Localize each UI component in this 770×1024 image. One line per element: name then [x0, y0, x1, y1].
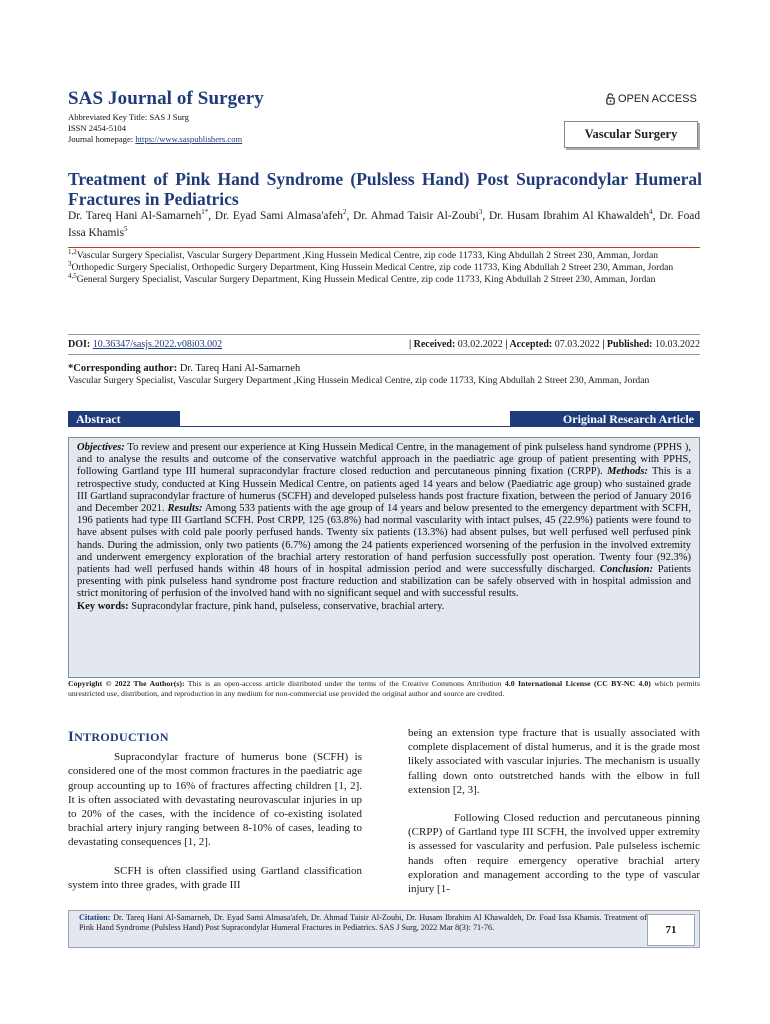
homepage-label: Journal homepage: [68, 134, 136, 144]
published-date: 10.03.2022 [655, 339, 700, 350]
paragraph: Following Closed reduction and percutaneous pinning (CRPP) of Gartland type III SCFH, the involved upper extremity is assessed for vascularity and perfusion. Pale pulseless ischemic hands often require emergency operative brachial artery exploration and management according to the type of vascular injury [1- [408, 812, 700, 896]
abstract-label: Abstract [68, 411, 180, 427]
abstract-bar [68, 411, 700, 427]
affiliation-sup: 3 [68, 259, 72, 268]
heading-rest: NTRODUCTION [74, 730, 169, 744]
body-column-left [68, 730, 362, 892]
citation-label: Citation: [79, 913, 111, 922]
affiliation-text: General Surgery Specialist, Vascular Surgery Department, King Hussein Medical Centre, zip code 11733, King Abdullah 2 Street 230, Amman, Jordan [76, 273, 656, 285]
copyright-label: Copyright © 2022 The Author(s): [68, 679, 185, 688]
paragraph: Supracondylar fracture of humerus bone (SCFH) is considered one of the most common fractures in the paediatric age group accounting up to 16% of fractures affecting children [1, 2]. It is often associated with devastating neurovascular injuries in up to 20% of the cases, with the incidence of co-existing isolated brachial artery injury ranging between 8-10% of cases, leading to devastating consequences [1, 2]. [68, 751, 362, 849]
citation-text [79, 913, 647, 933]
doi-link[interactable]: 10.36347/sasjs.2022.v08i03.002 [92, 339, 223, 350]
article-title: Treatment of Pink Hand Syndrome (Pulsless Hand) Post Supracondylar Humeral Fractures in Pediatrics [68, 169, 702, 209]
accepted-date: 07.03.2022 [554, 339, 600, 350]
affiliations [68, 247, 700, 285]
citation-body: Dr. Tareq Hani Al-Samarneh, Dr. Eyad Sami Almasa'afeh, Dr. Ahmad Taisir Al-Zoubi, Dr. Husam Ibrahim Al Khawaldeh, Dr. Foad Issa Khamis. Treatment of Pink Hand Syndrome (Pulsless Hand) Post Supracondylar Humeral Fractures in Pediatrics. SAS J Surg, 2022 Mar 8(3): 71-76. [79, 913, 647, 933]
journal-homepage [68, 134, 242, 145]
page-number: 71 [647, 914, 695, 946]
published-label: | Published: [599, 339, 655, 350]
doi [68, 339, 222, 350]
copyright-notice [68, 679, 700, 699]
author-list: Dr. Tareq Hani Al-Samarneh$^{1*}$, Dr. Eyad Sami Almasa'afeh$^2$, Dr. Ahmad Taisir Al-Zoubi$^3$, Dr. Husam Ibrahim Al Khawaldeh$^4$, Dr. Foad Issa Khamis$^5$ [68, 208, 701, 239]
open-lock-icon [606, 93, 615, 105]
keywords-label: Key words: [77, 600, 129, 612]
objectives-label: Objectives: [77, 442, 125, 453]
affiliation-sup: 4,5 [68, 271, 77, 280]
affiliation [68, 247, 700, 262]
body-column-right [408, 726, 700, 896]
results-text: Among 533 patients with the age group of 14 years and below presented to the emergency department with SCFH, 196 patients had type III Gartland SCFH. Post CRPP, 125 (63.8%) had normal vascularity with intact pulses, 45 (22.9%) patients were found to have absent pulses with cold pale poorly perfused hands. Twenty six patients (13.3%) had absent pulses, but well perfused well perfused pink hands. During the admission, only two patients (6.7%) among the 24 patients experienced worsening of the perfusion in the involved extremity and underwent emergency exploration of the brachial artery restoration of hand perfusion successfully post operation. Twenty four (92.3%) patients had well perfused hands within 48 hours of in hospital admission period and were successfully discharged. [77, 503, 691, 576]
methods-label: Methods: [607, 466, 648, 478]
received-date: 03.02.2022 [457, 339, 503, 350]
corresponding-author [68, 363, 700, 387]
dates [409, 339, 700, 350]
divider-bottom [68, 354, 700, 355]
journal-issn: ISSN 2454-5104 [68, 123, 127, 133]
corresponding-label: *Corresponding author: [68, 363, 180, 374]
conclusion-text: Patients presenting with pink pulseless hand syndrome post fracture reduction and stabilization can be safely observed with in hospital admission and strict monitoring of perfusion of the involved hand with no significant sequel and with successful results. [77, 564, 691, 600]
methods-text: This is a retrospective study, conducted at King Hussein Medical Centre, on patients aged 14 years and below (Paediatric age group) who sustained grade III Gartland supracondylar fracture of humerus (SCFH) and developed pulseless hands post fracture fixation, between the period of January 2016 and December 2021. [77, 466, 691, 515]
author-sup: 4 [649, 208, 653, 217]
heading-initial: I [68, 729, 75, 745]
abstract-text [68, 437, 700, 678]
section-heading-introduction [68, 730, 362, 744]
journal-title: SAS Journal of Surgery [68, 88, 264, 109]
results-label: Results: [167, 503, 203, 515]
section-tag: Vascular Surgery [564, 121, 698, 148]
paragraph: being an extension type fracture that is usually associated with complete displacement of distal humerus, and it is the grade most likely associated with vascular injuries. The mechanism is usually falling down onto outstretched hands with the elbow in full extension [2, 3]. [408, 727, 700, 796]
author-name: Dr. Ahmad Taisir Al-Zoubi [353, 210, 479, 222]
keywords-text: Supracondylar fracture, pink hand, pulseless, conservative, brachial artery. [128, 600, 445, 612]
affiliation [68, 259, 700, 274]
accepted-label: | Accepted: [502, 339, 555, 350]
conclusion-label: Conclusion: [599, 564, 653, 576]
citation-footer [68, 910, 700, 948]
received-label: | Received: [408, 339, 458, 350]
author-name: Dr. Eyad Sami Almasa'afeh [214, 210, 344, 222]
affiliation-text: Vascular Surgery Specialist, Vascular Surgery Department ,King Hussein Medical Centre, zip code 11733, King Abdullah 2 Street 230, Amman, Jordan [76, 250, 659, 261]
doi-dates-line [68, 339, 700, 350]
objectives-text: To review and present our experience at King Hussein Medical Centre, in the management of pink pulseless hand syndrome (PPHS ), and to analyse the results and outcome of the conservative watchful approach in the paediatric age group of patient presenting with PPHS, following Gartland type III humeral supracondylar fracture closed reduction and percutaneous pinning fixation (CRPP). [77, 442, 691, 478]
open-access-badge [606, 93, 697, 105]
license-name: 4.0 International License (CC BY-NC 4.0) [504, 679, 651, 688]
author-sup: 5 [124, 225, 128, 234]
author-name: Dr. Tareq Hani Al-Samarneh [68, 210, 202, 222]
author-name: Dr. Husam Ibrahim Al Khawaldeh [488, 210, 650, 222]
affiliation-text: Orthopedic Surgery Specialist, Orthopedic Surgery Department, King Hussein Medical Centre, zip code 11733, King Abdullah 2 Street 230, Amman, Jordan [71, 261, 674, 273]
homepage-link[interactable]: https://www.saspublishers.com [135, 134, 243, 144]
author-sup: 2 [343, 208, 347, 217]
author-sup: 3 [478, 208, 483, 217]
doi-label: DOI: [68, 339, 93, 350]
open-access-label: OPEN ACCESS [618, 93, 697, 105]
copyright-text-2: which permits unrestricted use, distribution, and reproduction in any medium for non-commercial use provided the original author and source are credited. [68, 679, 700, 698]
journal-abbrev: Abbreviated Key Title: SAS J Surg [68, 112, 189, 122]
divider-red [68, 247, 700, 248]
journal-meta [68, 112, 242, 145]
author-sup: 1* [201, 208, 209, 217]
paragraph: SCFH is often classified using Gartland classification system into three grades, with grade III [68, 864, 362, 891]
article-type: Original Research Article [510, 411, 700, 427]
copyright-text: This is an open-access article distributed under the terms of the Creative Commons Attribution [184, 679, 505, 688]
corresponding-name: Dr. Tareq Hani Al-Samarneh [179, 363, 301, 374]
abstract-bar-line [180, 426, 510, 427]
author-name: Dr. Foad Issa Khamis [68, 210, 701, 239]
affiliation-sup: 1,2 [68, 247, 77, 256]
divider-top [68, 334, 700, 335]
corresponding-affiliation: Vascular Surgery Specialist, Vascular Surgery Department ,King Hussein Medical Centre, zip code 11733, King Abdullah 2 Street 230, Amman, Jordan [68, 375, 650, 386]
affiliation [68, 271, 700, 286]
